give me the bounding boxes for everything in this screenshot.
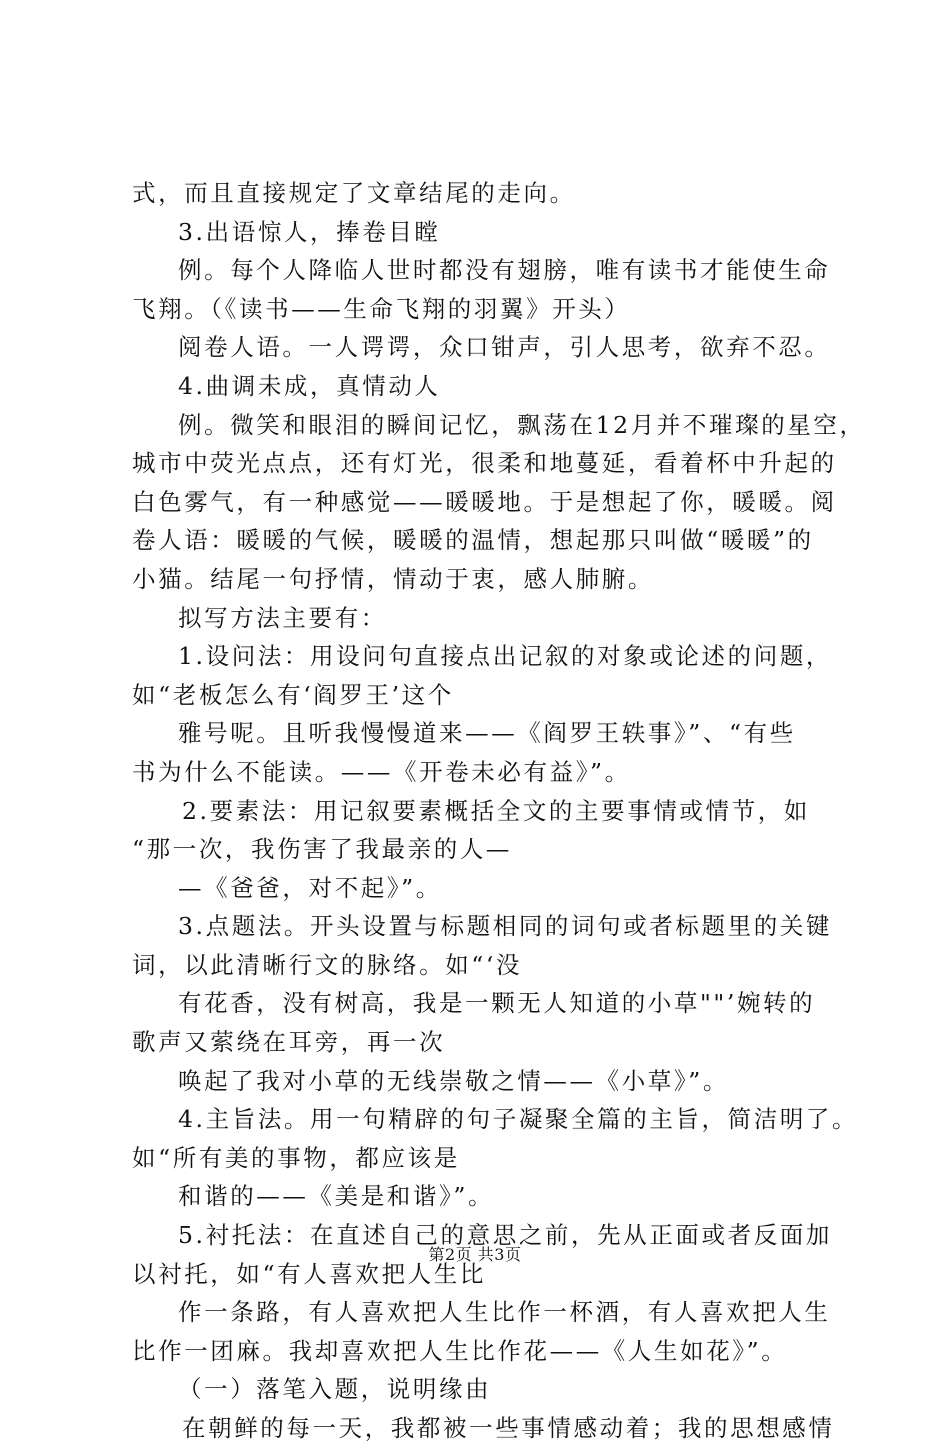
text-line: 3.出语惊人，捧卷目瞠	[178, 217, 441, 246]
text-line: 5.衬托法：在直述自己的意思之前，先从正面或者反面加	[178, 1221, 833, 1250]
text-line: 歌声又萦绕在耳旁，再一次	[132, 1028, 446, 1057]
text-line: 4.曲调未成，真情动人	[178, 371, 441, 400]
text-line: 如“老板怎么有‘阎罗王’这个	[132, 680, 454, 709]
text-line: 唤起了我对小草的无线崇敬之情——《小草》”。	[178, 1066, 729, 1095]
text-line: 如“所有美的事物，都应该是	[132, 1143, 460, 1172]
text-line: 白色雾气，有一种感觉——暖暖地。于是想起了你，暖暖。阅	[132, 487, 837, 516]
text-line: 小猫。结尾一句抒情，情动于衷，感人肺腑。	[132, 564, 654, 593]
text-line: 飞翔。（《读书——生命飞翔的羽翼》开头）	[132, 294, 631, 323]
text-line: 雅号呢。且听我慢慢道来——《阎罗王轶事》”、“有些	[178, 719, 796, 748]
text-line: 和谐的——《美是和谐》”。	[178, 1182, 495, 1211]
text-line: 作一条路，有人喜欢把人生比作一杯酒，有人喜欢把人生	[178, 1298, 831, 1327]
text-line: 4.主旨法。用一句精辟的句子凝聚全篇的主旨，简洁明了。	[178, 1105, 859, 1134]
text-line: 1.设问法：用设问句直接点出记叙的对象或论述的问题，	[178, 642, 833, 671]
text-line: 例。每个人降临人世时都没有翅膀，唯有读书才能使生命	[178, 256, 831, 285]
text-line: 词，以此清晰行文的脉络。如“‘没	[132, 950, 523, 979]
text-line: 书为什么不能读。——《开卷未必有益》”。	[132, 757, 631, 786]
text-line: （一）落笔入题，说明缘由	[178, 1375, 492, 1404]
text-line: 式，而且直接规定了文章结尾的走向。	[132, 179, 576, 207]
text-line: 在朝鲜的每一天，我都被一些事情感动着；我的思想感情	[182, 1414, 835, 1442]
text-line: 以衬托，如“有人喜欢把人生比	[132, 1259, 486, 1288]
page-footer: 第2页 共3页	[428, 1245, 522, 1264]
text-line: “那一次，我伤害了我最亲的人—	[132, 835, 513, 864]
text-line: 阅卷人语。一人谔谔，众口钳声，引人思考，欲弃不忍。	[178, 333, 831, 362]
text-line: 3.点题法。开头设置与标题相同的词句或者标题里的关键	[178, 912, 833, 941]
text-line: 卷人语：暖暖的气候，暖暖的温情，想起那只叫做“暖暖”的	[132, 526, 814, 555]
text-line: 拟写方法主要有：	[178, 603, 387, 632]
text-line: 例。微笑和眼泪的瞬间记忆，飘荡在12月并不璀璨的星空，	[178, 410, 866, 439]
text-line: 城市中荧光点点，还有灯光，很柔和地蔓延，看着杯中升起的	[132, 449, 837, 478]
text-line: 比作一团麻。我却喜欢把人生比作花——《人生如花》”。	[132, 1336, 788, 1365]
text-line: 有花香，没有树高，我是一颗无人知道的小草""’婉转的	[178, 989, 816, 1018]
text-line: —《爸爸，对不起》”。	[178, 873, 442, 902]
text-line: 2.要素法：用记叙要素概括全文的主要事情或情节，如	[182, 796, 810, 825]
